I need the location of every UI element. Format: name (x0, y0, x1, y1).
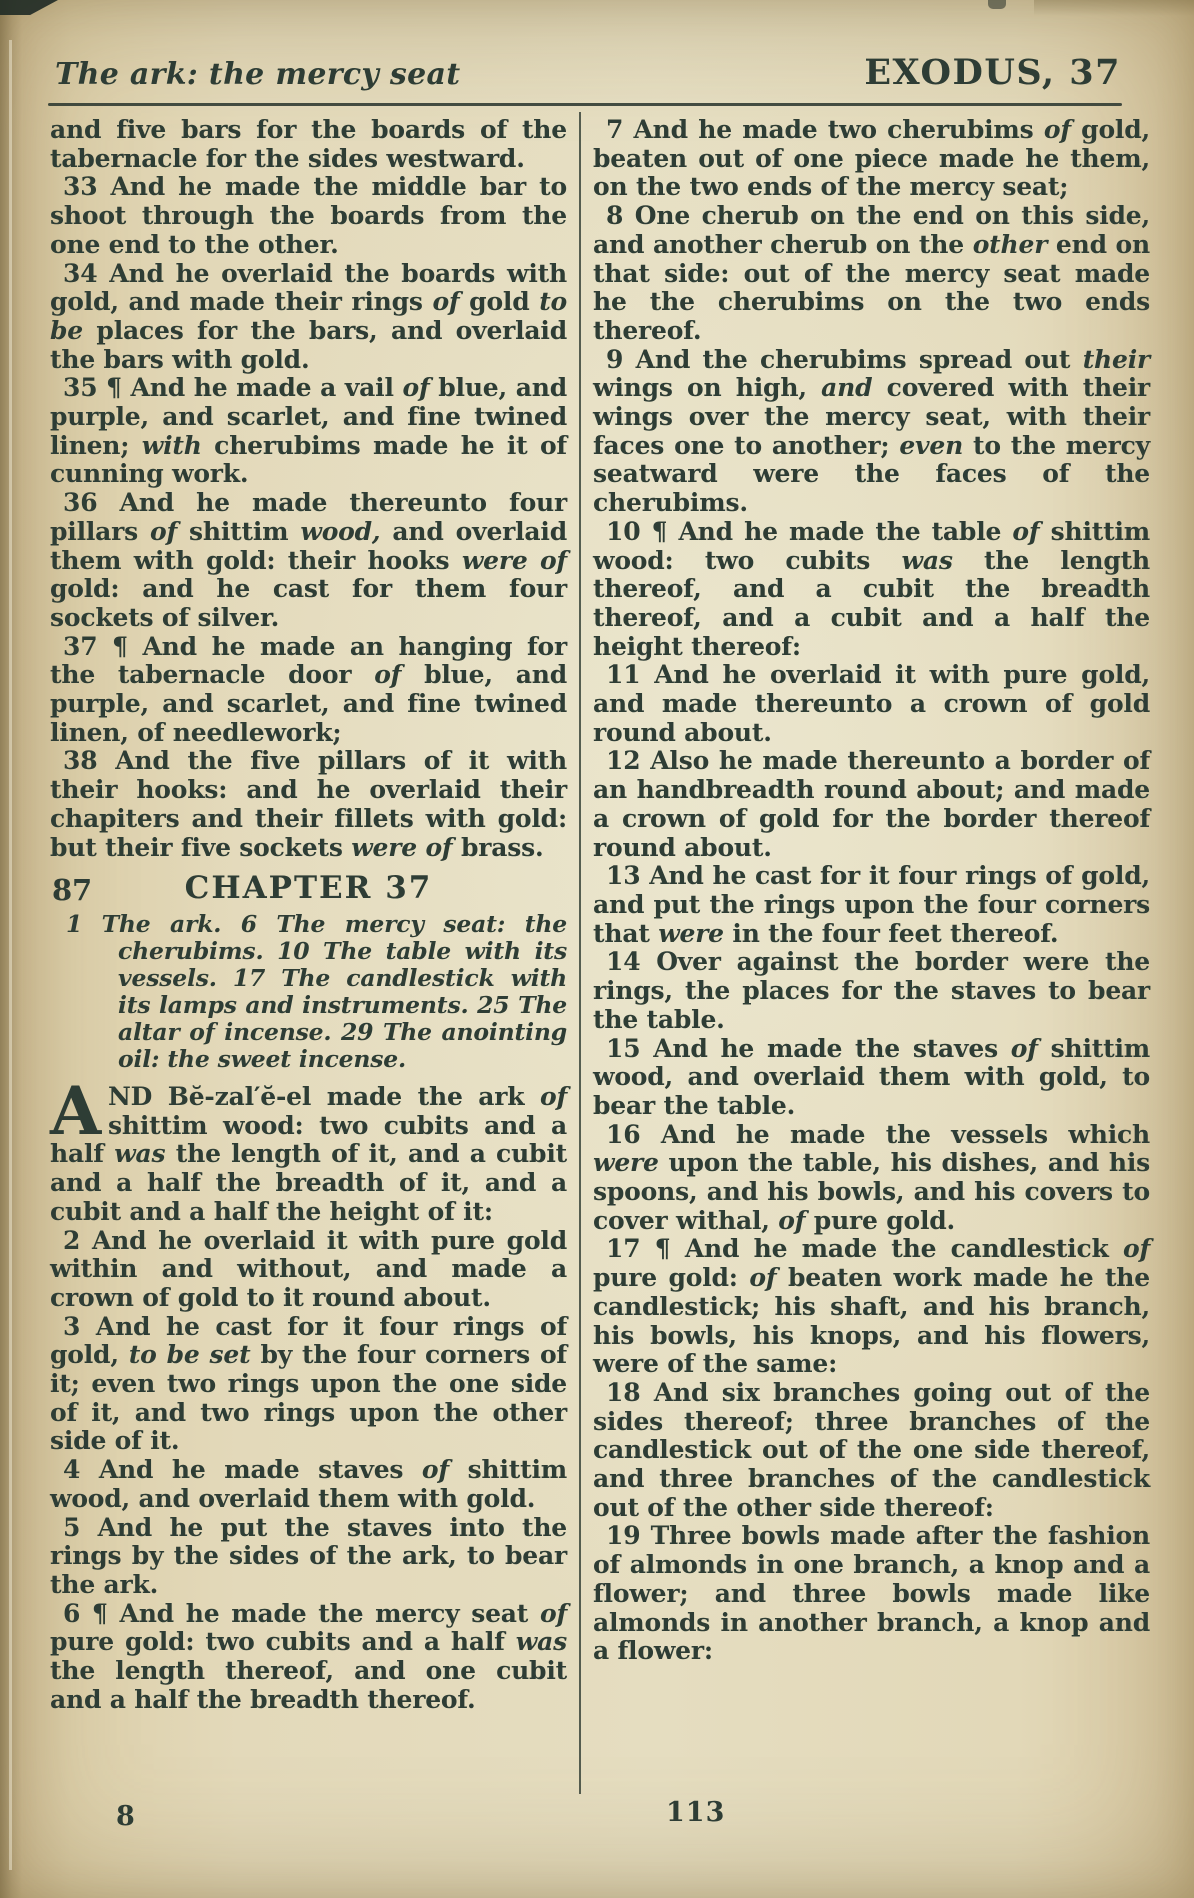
verse-paragraph: 11 And he overlaid it with pure gold, and made thereunto a crown of gold round about. (593, 660, 1150, 747)
right-column (593, 116, 1150, 1714)
scan-corner-artifact (0, 0, 58, 15)
footer-signature-number: 8 (116, 1801, 135, 1832)
verse-paragraph: 8 One cherub on the end on this side, and another cherub on the other end on that side: out of the mercy seat made he the cherubims on the two ends thereof. (593, 201, 1151, 345)
verse-paragraph: 2 And he overlaid it with pure gold within and without, and made a crown of gold to it round about. (50, 1225, 567, 1312)
verse-paragraph: 12 Also he made thereunto a border of an handbreadth round about; and made a crown of gold for the border thereof round about. (593, 746, 1150, 862)
running-head-right: EXODUS, 37 (864, 52, 1121, 93)
verse-paragraph: 16 And he made the vessels which were upon the table, his dishes, and his spoons, and his bowls, and his covers to cover withal, of pure gold. (593, 1119, 1150, 1235)
chapter-summary: 1 The ark. 6 The mercy seat: the cherubims. 10 The table with its vessels. 17 The candlestick with its lamps and instruments. 25 The altar of incense. 29 The anointing oil: the sweet incense. (66, 909, 568, 1073)
verse-paragraph: 13 And he cast for it four rings of gold, and put the rings upon the four corners that were in the four feet thereof. (593, 861, 1150, 948)
verse-paragraph: 17 ¶ And he made the candlestick of pure gold: of beaten work made he the candlestick; his shaft, and his branch, his bowls, his knops, and his flowers, were of the same: (593, 1234, 1150, 1379)
page-crease-highlight (9, 40, 12, 1870)
chapter-heading-row (50, 870, 567, 908)
verse-paragraph: 5 And he put the staves into the rings by the sides of the ark, to bear the ark. (50, 1512, 567, 1599)
verse-paragraph: 4 And he made staves of shittim wood, and overlaid them with gold. (50, 1455, 567, 1513)
verse-paragraph: AND Bĕ-zal′ĕ-el made the ark of shittim wood: two cubits and a half was the length of it, and a cubit and a half the breadth of it, and a cubit and a half the height of it: (50, 1071, 567, 1226)
verse-paragraph: 10 ¶ And he made the table of shittim wood: two cubits was the length thereof, and a cubit the breadth thereof, and a cubit and a half the height thereof: (593, 516, 1150, 661)
verse-paragraph: 38 And the five pillars of it with their hooks: and he overlaid their chapiters and their fillets with gold: but their five sockets were of brass. (50, 746, 567, 862)
verse-paragraph: 3 And he cast for it four rings of gold, to be set by the four corners of it; even two rings upon the one side of it, and two rings upon the other side of it. (50, 1311, 567, 1456)
signature-number: 87 (52, 873, 92, 908)
header-rule (48, 103, 1122, 106)
verse-paragraph: 18 And six branches going out of the sides thereof; three branches of the candlestick out of the one side thereof, and three branches of the candlestick out of the other side thereof: (593, 1377, 1150, 1522)
running-head-left: The ark: the mercy seat (55, 57, 461, 92)
verse-paragraph: 15 And he made the staves of shittim wood, and overlaid them with gold, to bear the table. (593, 1033, 1150, 1120)
scan-edge-artifact (988, 0, 1006, 9)
scan-top-shadow (1034, 0, 1194, 16)
verse-paragraph: 14 Over against the border were the rings, the places for the staves to bear the table. (593, 947, 1150, 1034)
verse-paragraph: 33 And he made the middle bar to shoot through the boards from the one end to the other. (50, 172, 567, 259)
chapter-title: CHAPTER 37 (184, 870, 433, 907)
footer-page-number: 113 (666, 1797, 726, 1828)
verse-paragraph: 36 And he made thereunto four pillars of shittim wood, and overlaid them with gold: their hooks were of gold: and he cast for them four sockets of silver. (50, 488, 567, 632)
running-head (55, 52, 1121, 93)
left-column (50, 116, 567, 1714)
verse-paragraph: 37 ¶ And he made an hanging for the tabernacle door of blue, and purple, and scarlet, and fine twined linen, of needlework; (50, 631, 568, 747)
verse-paragraph: 19 Three bowls made after the fashion of almonds in one branch, a knop and a flower; and three bowls made like almonds in another branch, a knop and a flower: (593, 1521, 1150, 1666)
drop-cap: A (50, 1071, 102, 1150)
verse-paragraph: 6 ¶ And he made the mercy seat of pure gold: two cubits and a half was the length thereof, and one cubit and a half the breadth thereof. (50, 1598, 567, 1714)
verse-paragraph: 9 And the cherubims spread out their wings on high, and covered with their wings over the mercy seat, with their faces one to another; even to the mercy seatward were the faces of the cherubims. (593, 344, 1150, 518)
verse-paragraph: 7 And he made two cherubims of gold, beaten out of one piece made he them, on the two ends of the mercy seat; (593, 115, 1151, 202)
verse-paragraph: 34 And he overlaid the boards with gold, and made their rings of gold to be places for the bars, and overlaid the bars with gold. (50, 258, 568, 374)
text-block (50, 116, 1150, 1714)
verse-paragraph: 35 ¶ And he made a vail of blue, and purple, and scarlet, and fine twined linen; with cherubims made he it of cunning work. (50, 373, 567, 489)
continuation-paragraph: and five bars for the boards of the tabernacle for the sides westward. (50, 115, 567, 173)
